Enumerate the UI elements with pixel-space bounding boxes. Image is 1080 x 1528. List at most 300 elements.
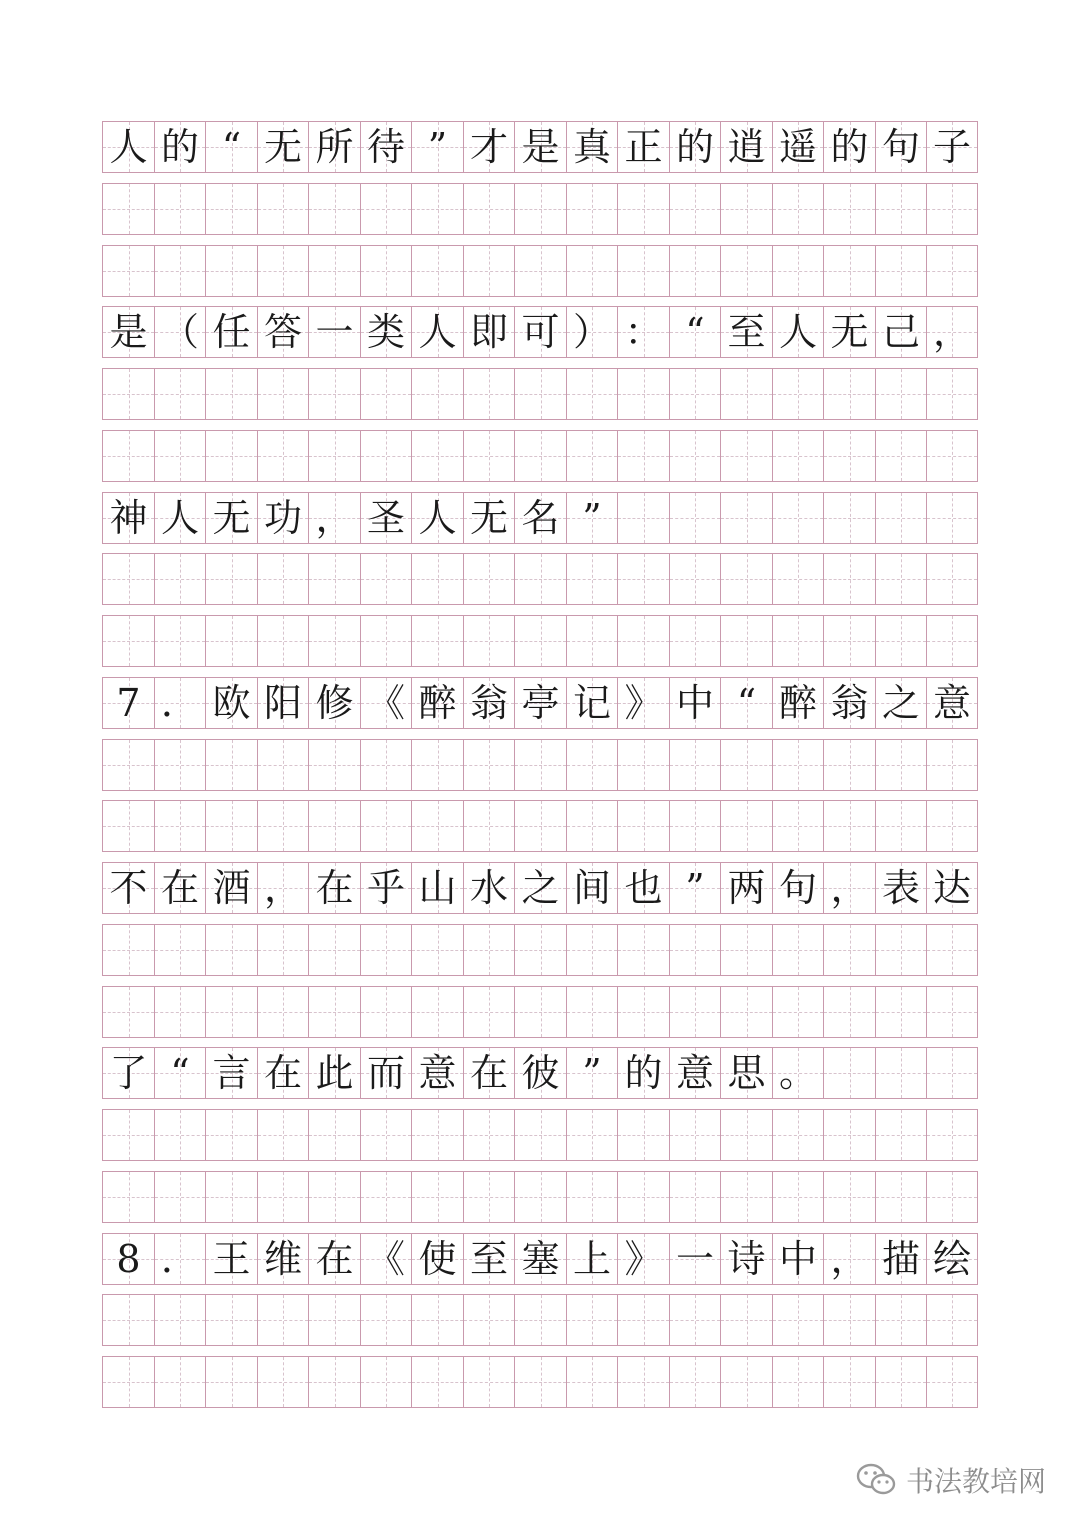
guide-line-vertical — [386, 925, 387, 975]
grid-cell — [463, 863, 514, 913]
guide-line-vertical — [129, 431, 130, 481]
guide-line-vertical — [592, 369, 593, 419]
guide-line-vertical — [901, 1172, 902, 1222]
grid-cell — [411, 246, 463, 296]
grid-cell — [257, 1357, 308, 1407]
grid-cell — [823, 1110, 875, 1160]
grid-cell — [926, 1110, 978, 1160]
guide-line-vertical — [180, 1357, 181, 1407]
guide-line-vertical — [541, 616, 542, 666]
guide-line-vertical — [798, 554, 799, 604]
grid-cell — [566, 987, 617, 1037]
guide-line-horizontal — [670, 1135, 720, 1136]
guide-line-horizontal — [876, 641, 926, 642]
guide-line-vertical — [438, 1295, 439, 1345]
grid-cell — [926, 678, 978, 728]
guide-line-horizontal — [670, 826, 720, 827]
grid-cell — [720, 307, 772, 357]
guide-line-horizontal — [721, 271, 772, 272]
guide-line-horizontal — [412, 950, 463, 951]
guide-line-horizontal — [824, 826, 875, 827]
guide-line-horizontal — [773, 765, 823, 766]
guide-line-vertical — [541, 1110, 542, 1160]
grid-cell — [669, 925, 720, 975]
grid-cell — [102, 554, 154, 604]
handwritten-character: 答 — [263, 310, 302, 354]
grid-cell — [308, 1048, 360, 1098]
grid-cell — [463, 1357, 514, 1407]
grid-cell — [617, 1110, 669, 1160]
grid-cell — [154, 493, 205, 543]
guide-line-vertical — [695, 369, 696, 419]
guide-line-vertical — [798, 493, 799, 543]
guide-line-vertical — [952, 740, 953, 790]
grid-cell — [102, 122, 154, 172]
guide-line-vertical — [798, 1295, 799, 1345]
guide-line-horizontal — [927, 1320, 977, 1321]
handwritten-character: 诗 — [727, 1237, 766, 1281]
guide-line-vertical — [489, 925, 490, 975]
grid-cell — [102, 925, 154, 975]
guide-line-horizontal — [309, 394, 360, 395]
guide-line-horizontal — [464, 1320, 514, 1321]
grid-cell — [102, 307, 154, 357]
guide-line-horizontal — [464, 209, 514, 210]
guide-line-vertical — [283, 1357, 284, 1407]
grid-cell — [308, 493, 360, 543]
handwritten-character: ） — [572, 310, 611, 354]
guide-line-horizontal — [309, 1012, 360, 1013]
guide-line-horizontal — [876, 950, 926, 951]
guide-line-horizontal — [206, 1197, 257, 1198]
guide-line-horizontal — [258, 950, 308, 951]
guide-line-horizontal — [309, 209, 360, 210]
guide-line-vertical — [386, 1295, 387, 1345]
guide-line-vertical — [438, 431, 439, 481]
grid-cell — [720, 493, 772, 543]
guide-line-vertical — [798, 431, 799, 481]
grid-cell — [617, 1172, 669, 1222]
grid-cell — [360, 987, 411, 1037]
guide-line-horizontal — [206, 579, 257, 580]
grid-cell — [875, 431, 926, 481]
guide-line-vertical — [695, 1295, 696, 1345]
grid-cell — [875, 801, 926, 851]
grid-cell — [308, 431, 360, 481]
guide-line-vertical — [335, 1110, 336, 1160]
guide-line-vertical — [644, 1172, 645, 1222]
guide-line-horizontal — [670, 579, 720, 580]
guide-line-horizontal — [721, 641, 772, 642]
grid-cell — [205, 987, 257, 1037]
grid-cell — [875, 1110, 926, 1160]
grid-cell — [205, 1295, 257, 1345]
guide-line-vertical — [592, 184, 593, 234]
grid-cell — [154, 554, 205, 604]
guide-line-vertical — [952, 554, 953, 604]
grid-row — [102, 1356, 978, 1408]
grid-cell — [514, 1048, 566, 1098]
guide-line-horizontal — [670, 641, 720, 642]
grid-cell — [669, 184, 720, 234]
guide-line-horizontal — [361, 1135, 411, 1136]
grid-cell — [772, 1172, 823, 1222]
grid-row — [102, 862, 978, 914]
guide-line-vertical — [386, 369, 387, 419]
grid-cell — [720, 369, 772, 419]
grid-cell — [617, 369, 669, 419]
grid-cell — [875, 1172, 926, 1222]
grid-cell — [257, 1110, 308, 1160]
grid-cell — [360, 1172, 411, 1222]
guide-line-vertical — [901, 246, 902, 296]
guide-line-vertical — [541, 1295, 542, 1345]
guide-line-vertical — [489, 1172, 490, 1222]
grid-cell — [823, 987, 875, 1037]
handwritten-character: ， — [830, 1237, 869, 1281]
handwritten-character: ． — [160, 681, 199, 725]
handwritten-character: 意 — [418, 1051, 457, 1095]
guide-line-vertical — [592, 987, 593, 1037]
guide-line-horizontal — [103, 1012, 154, 1013]
guide-line-vertical — [644, 554, 645, 604]
guide-line-horizontal — [567, 394, 617, 395]
handwritten-character: ， — [830, 866, 869, 910]
guide-line-vertical — [489, 987, 490, 1037]
grid-cell — [102, 1357, 154, 1407]
grid-cell — [102, 493, 154, 543]
guide-line-vertical — [386, 246, 387, 296]
guide-line-horizontal — [927, 271, 977, 272]
handwritten-character: 欧 — [212, 681, 251, 725]
handwritten-character: 山 — [418, 866, 457, 910]
guide-line-vertical — [335, 1172, 336, 1222]
grid-cell — [308, 369, 360, 419]
guide-line-horizontal — [361, 271, 411, 272]
guide-line-vertical — [335, 1295, 336, 1345]
grid-cell — [669, 1110, 720, 1160]
grid-cell — [154, 801, 205, 851]
grid-cell — [617, 678, 669, 728]
grid-cell — [823, 801, 875, 851]
grid-cell — [360, 1048, 411, 1098]
grid-cell — [308, 1295, 360, 1345]
grid-cell — [514, 616, 566, 666]
guide-line-horizontal — [618, 209, 669, 210]
grid-cell — [463, 1295, 514, 1345]
guide-line-vertical — [438, 554, 439, 604]
guide-line-horizontal — [567, 1320, 617, 1321]
guide-line-vertical — [283, 1172, 284, 1222]
guide-line-vertical — [747, 801, 748, 851]
grid-cell — [463, 493, 514, 543]
handwritten-character: 之 — [521, 866, 560, 910]
guide-line-horizontal — [773, 950, 823, 951]
grid-cell — [411, 678, 463, 728]
guide-line-horizontal — [927, 950, 977, 951]
guide-line-vertical — [232, 616, 233, 666]
guide-line-vertical — [952, 184, 953, 234]
grid-row — [102, 986, 978, 1038]
grid-cell — [720, 1234, 772, 1284]
grid-cell — [257, 1172, 308, 1222]
handwritten-character: 的 — [830, 125, 869, 169]
grid-cell — [205, 863, 257, 913]
guide-line-horizontal — [515, 1382, 566, 1383]
guide-line-horizontal — [258, 209, 308, 210]
grid-cell — [926, 925, 978, 975]
guide-line-vertical — [850, 740, 851, 790]
guide-line-horizontal — [618, 271, 669, 272]
grid-cell — [360, 863, 411, 913]
grid-cell — [514, 1234, 566, 1284]
grid-cell — [308, 184, 360, 234]
handwritten-character: 任 — [212, 310, 251, 354]
handwritten-character: 》 — [624, 1237, 663, 1281]
grid-cell — [154, 678, 205, 728]
grid-cell — [566, 925, 617, 975]
guide-line-vertical — [232, 801, 233, 851]
grid-cell — [566, 1357, 617, 1407]
grid-cell — [926, 1172, 978, 1222]
guide-line-horizontal — [618, 765, 669, 766]
guide-line-horizontal — [155, 271, 205, 272]
guide-line-horizontal — [361, 826, 411, 827]
grid-cell — [257, 246, 308, 296]
grid-cell — [875, 307, 926, 357]
guide-line-vertical — [335, 1357, 336, 1407]
guide-line-horizontal — [412, 1382, 463, 1383]
guide-line-horizontal — [618, 1382, 669, 1383]
guide-line-vertical — [695, 740, 696, 790]
guide-line-vertical — [129, 369, 130, 419]
grid-cell — [360, 369, 411, 419]
guide-line-vertical — [541, 801, 542, 851]
guide-line-horizontal — [824, 1197, 875, 1198]
guide-line-vertical — [747, 1110, 748, 1160]
guide-line-vertical — [232, 1357, 233, 1407]
guide-line-vertical — [952, 1110, 953, 1160]
guide-line-horizontal — [206, 1012, 257, 1013]
grid-cell — [154, 1295, 205, 1345]
guide-line-horizontal — [258, 271, 308, 272]
grid-cell — [102, 1110, 154, 1160]
guide-line-horizontal — [721, 394, 772, 395]
grid-cell — [926, 801, 978, 851]
guide-line-horizontal — [464, 1197, 514, 1198]
grid-cell — [566, 493, 617, 543]
grid-cell — [823, 246, 875, 296]
guide-line-vertical — [335, 184, 336, 234]
guide-line-horizontal — [773, 209, 823, 210]
guide-line-horizontal — [206, 826, 257, 827]
guide-line-vertical — [901, 1110, 902, 1160]
grid-cell — [514, 740, 566, 790]
grid-cell — [257, 122, 308, 172]
handwritten-character: 所 — [315, 125, 354, 169]
guide-line-horizontal — [927, 826, 977, 827]
guide-line-vertical — [747, 369, 748, 419]
handwritten-character: ” — [582, 1051, 602, 1095]
guide-line-vertical — [386, 616, 387, 666]
grid-cell — [360, 1110, 411, 1160]
grid-cell — [772, 1110, 823, 1160]
guide-line-horizontal — [412, 579, 463, 580]
guide-line-horizontal — [876, 1197, 926, 1198]
grid-row — [102, 1171, 978, 1223]
grid-cell — [463, 1110, 514, 1160]
guide-line-vertical — [180, 801, 181, 851]
guide-line-horizontal — [155, 950, 205, 951]
guide-line-vertical — [283, 616, 284, 666]
guide-line-horizontal — [361, 1320, 411, 1321]
grid-cell — [257, 740, 308, 790]
guide-line-vertical — [283, 431, 284, 481]
handwritten-character: 言 — [212, 1051, 251, 1095]
grid-cell — [514, 925, 566, 975]
guide-line-vertical — [901, 1295, 902, 1345]
guide-line-horizontal — [155, 209, 205, 210]
guide-line-horizontal — [927, 641, 977, 642]
grid-cell — [720, 554, 772, 604]
guide-line-horizontal — [309, 271, 360, 272]
guide-line-vertical — [335, 616, 336, 666]
guide-line-horizontal — [773, 641, 823, 642]
handwritten-character: 而 — [366, 1051, 405, 1095]
handwritten-character: 表 — [881, 866, 920, 910]
handwritten-character: 即 — [469, 310, 508, 354]
grid-cell — [875, 1295, 926, 1345]
handwritten-character: 人 — [109, 125, 148, 169]
grid-cell — [205, 1048, 257, 1098]
grid-cell — [617, 1048, 669, 1098]
grid-cell — [154, 122, 205, 172]
grid-row — [102, 615, 978, 667]
guide-line-vertical — [901, 431, 902, 481]
grid-cell — [720, 925, 772, 975]
handwritten-character: 在 — [469, 1051, 508, 1095]
guide-line-horizontal — [927, 1073, 977, 1074]
guide-line-vertical — [592, 616, 593, 666]
grid-cell — [411, 554, 463, 604]
guide-line-horizontal — [876, 209, 926, 210]
guide-line-horizontal — [103, 456, 154, 457]
guide-line-vertical — [798, 369, 799, 419]
guide-line-horizontal — [155, 1135, 205, 1136]
guide-line-vertical — [644, 1295, 645, 1345]
grid-cell — [926, 554, 978, 604]
grid-cell — [926, 1048, 978, 1098]
guide-line-vertical — [952, 1295, 953, 1345]
guide-line-horizontal — [876, 826, 926, 827]
grid-cell — [205, 246, 257, 296]
handwritten-character: 醉 — [418, 681, 457, 725]
guide-line-vertical — [335, 925, 336, 975]
grid-cell — [617, 122, 669, 172]
guide-line-vertical — [747, 1357, 748, 1407]
guide-line-vertical — [952, 616, 953, 666]
grid-cell — [360, 801, 411, 851]
guide-line-horizontal — [464, 394, 514, 395]
guide-line-vertical — [386, 1357, 387, 1407]
wechat-icon — [856, 1463, 896, 1497]
guide-line-vertical — [644, 801, 645, 851]
guide-line-horizontal — [361, 641, 411, 642]
grid-cell — [154, 184, 205, 234]
guide-line-vertical — [129, 1295, 130, 1345]
guide-line-horizontal — [618, 1012, 669, 1013]
grid-cell — [772, 246, 823, 296]
grid-cell — [669, 616, 720, 666]
guide-line-horizontal — [103, 209, 154, 210]
handwritten-character: ． — [160, 1237, 199, 1281]
grid-cell — [102, 1234, 154, 1284]
grid-cell — [669, 1295, 720, 1345]
guide-line-horizontal — [155, 1382, 205, 1383]
grid-cell — [875, 554, 926, 604]
handwritten-character: 中 — [675, 681, 714, 725]
grid-cell — [926, 1357, 978, 1407]
grid-cell — [823, 122, 875, 172]
grid-cell — [411, 740, 463, 790]
guide-line-vertical — [386, 801, 387, 851]
grid-cell — [823, 616, 875, 666]
guide-line-vertical — [283, 1110, 284, 1160]
grid-cell — [514, 493, 566, 543]
guide-line-horizontal — [103, 1197, 154, 1198]
grid-cell — [463, 184, 514, 234]
guide-line-vertical — [541, 246, 542, 296]
guide-line-horizontal — [567, 1135, 617, 1136]
handwritten-character: ” — [685, 866, 705, 910]
grid-cell — [669, 863, 720, 913]
grid-cell — [823, 1048, 875, 1098]
handwritten-character: 意 — [675, 1051, 714, 1095]
handwritten-character: 阳 — [263, 681, 302, 725]
grid-cell — [772, 1048, 823, 1098]
grid-cell — [257, 1048, 308, 1098]
guide-line-horizontal — [721, 579, 772, 580]
handwritten-character: 水 — [469, 866, 508, 910]
guide-line-vertical — [952, 246, 953, 296]
guide-line-horizontal — [412, 456, 463, 457]
guide-line-vertical — [129, 925, 130, 975]
grid-cell — [926, 493, 978, 543]
guide-line-horizontal — [824, 641, 875, 642]
grid-row — [102, 553, 978, 605]
grid-cell — [411, 1357, 463, 1407]
grid-cell — [566, 122, 617, 172]
grid-cell — [154, 925, 205, 975]
guide-line-vertical — [180, 431, 181, 481]
guide-line-horizontal — [824, 394, 875, 395]
guide-line-vertical — [695, 987, 696, 1037]
guide-line-horizontal — [464, 456, 514, 457]
guide-line-horizontal — [412, 1320, 463, 1321]
guide-line-horizontal — [721, 1197, 772, 1198]
grid-cell — [308, 246, 360, 296]
guide-line-vertical — [644, 740, 645, 790]
guide-line-vertical — [952, 493, 953, 543]
grid-cell — [875, 740, 926, 790]
handwritten-character: 待 — [366, 125, 405, 169]
guide-line-horizontal — [824, 950, 875, 951]
grid-cell — [257, 493, 308, 543]
guide-line-vertical — [438, 1110, 439, 1160]
handwritten-character: 此 — [315, 1051, 354, 1095]
guide-line-horizontal — [412, 1135, 463, 1136]
grid-cell — [926, 1295, 978, 1345]
